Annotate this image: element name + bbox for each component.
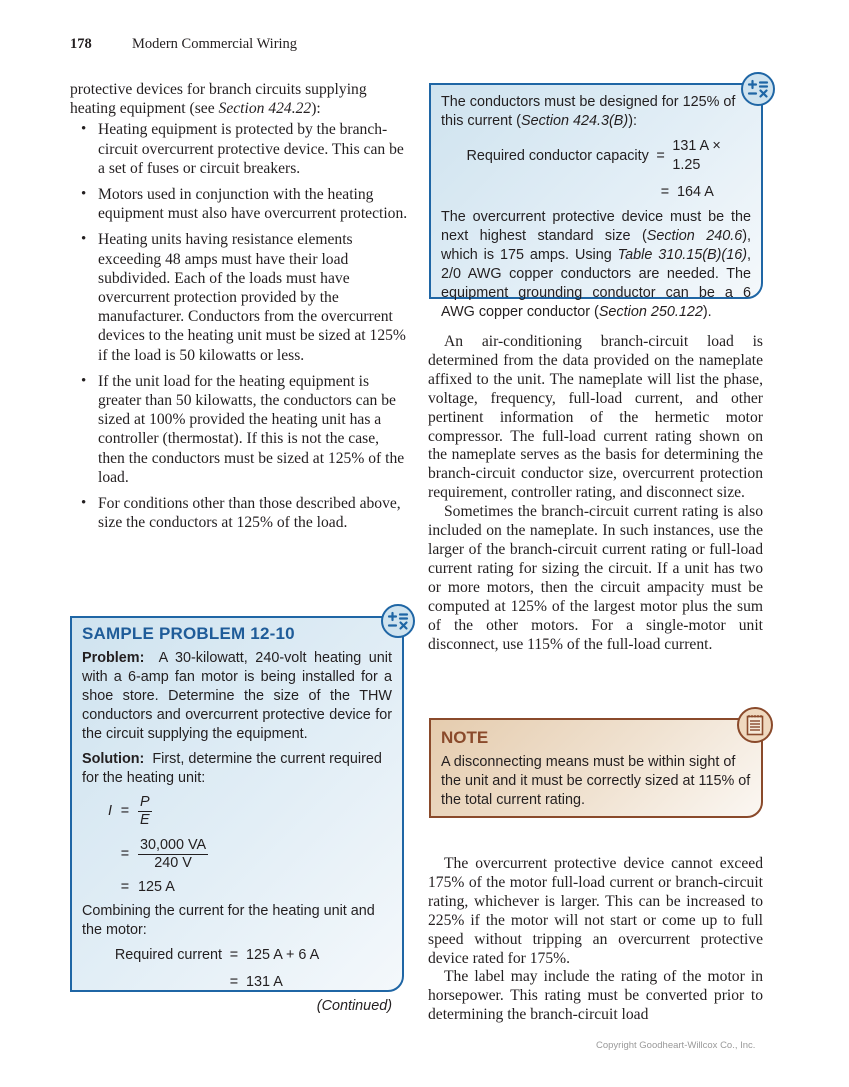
continued-label: (Continued) (316, 998, 392, 1014)
combine-text: Combining the current for the heating unit and the motor: (82, 903, 375, 938)
numerator: P (140, 794, 150, 810)
eq-operator: = (656, 147, 665, 164)
eq-value: 125 A + 6 A (246, 947, 320, 963)
text: ): (628, 113, 637, 129)
eq-operator: = (660, 184, 670, 200)
requirements-list (70, 120, 408, 532)
text: The overcurrent protective device must be the next highest standard size ( (441, 209, 751, 244)
conductor-requirement-text (441, 93, 751, 131)
equation-substitution (102, 837, 392, 872)
eq-label: Required conductor capacity (466, 147, 649, 164)
eq-operator: = (120, 803, 130, 819)
intro-text: protective devices for branch circuits supplying heating equipment (see (70, 81, 367, 118)
overcurrent-device-text (441, 208, 751, 322)
section-reference: Section 240.6 (646, 228, 743, 244)
problem-label: Problem: (82, 650, 145, 666)
eq-value: 131 A (246, 974, 283, 990)
page-header (70, 36, 297, 53)
book-title: Modern Commercial Wiring (132, 36, 298, 52)
equation-conductor-result (461, 183, 751, 202)
continued-calculation-box (429, 83, 763, 320)
notepad-icon (737, 707, 773, 743)
list-item: • If the unit load for the heating equipment is greater than 50 kilowatts, the conductors can be sized at 100% provided the heating unit has a controller (thermostat). If this is not the case, then the conductors must be sized at 125% of the load. (98, 372, 408, 487)
solution-text: First, determine the current required for the heating unit: (82, 751, 382, 786)
right-column-bottom (428, 855, 763, 1025)
note-text: A disconnecting means must be within sight of the unit and it must be correctly sized at 115% of the total current rating. (441, 754, 751, 808)
paragraph: The label may include the rating of the motor in horsepower. This rating must be converted prior to determining the branch-circuit load (428, 968, 763, 1024)
paragraph: Sometimes the branch-circuit current rating is also included on the nameplate. In such instances, use the larger of the branch-circuit current rating or full-load current rating for sizing the circuit. If a unit has two or more motors, then the circuit ampacity must be computed at 125% of the largest motor plus the sum of the other motors. For a single-motor unit disconnect, use 115% of the full-load current. (428, 503, 763, 653)
note-box (429, 718, 763, 818)
text: ). (702, 304, 712, 320)
right-column-top (428, 333, 763, 654)
equation-conductor-capacity (461, 137, 751, 175)
eq-value: 164 A (677, 184, 714, 200)
equation-combined (102, 946, 392, 965)
eq-operator: = (120, 879, 130, 895)
equation-ohms-law (102, 794, 392, 829)
denominator: 240 V (154, 855, 192, 871)
eq-label: Required current (114, 947, 222, 963)
paragraph: The overcurrent protective device cannot exceed 175% of the motor full-load current or branch-circuit rating, whichever is larger. This can be increased to 225% if the motor will not start or come up to full speed without tripping an overcurrent protective device rated for 175%. (428, 855, 763, 967)
list-item: • Heating equipment is protected by the branch-circuit overcurrent protective device. This can be a set of fuses or circuit breakers. (98, 120, 408, 178)
equation-result (102, 878, 392, 897)
eq-operator: = (229, 947, 239, 963)
text: The conductors must be designed for 125% of this current ( (441, 94, 736, 129)
fraction (138, 837, 208, 872)
intro-suffix: ): (311, 100, 321, 118)
eq-value: 125 A (138, 879, 175, 895)
equation-combined-result (102, 973, 392, 992)
eq-value: 131 A × 1.25 (672, 138, 721, 173)
intro-paragraph (70, 80, 408, 118)
eq-operator: = (120, 846, 130, 862)
math-operators-icon (741, 72, 775, 106)
math-operators-icon (381, 604, 415, 638)
note-title: NOTE (441, 728, 489, 747)
text: , 2/0 AWG copper conductors are needed. The equipment grounding conductor can be a 6 AWG copper conductor ( (441, 247, 751, 320)
section-reference: Section 424.3(B) (520, 113, 629, 129)
eq-variable: I (108, 803, 112, 819)
problem-text: A 30-kilowatt, 240-volt heating unit with a 6-amp fan motor is being installed for a shoe store. Determine the size of the THW conductors and overcurrent protective device for the circuit supplying the equipment. (82, 650, 392, 742)
left-column (70, 80, 408, 539)
section-reference: Section 424.22 (218, 100, 312, 118)
sample-problem-box (70, 616, 404, 1014)
list-item: • Heating units having resistance elements exceeding 48 amps must have their load subdivided. Each of the loads must have overcurrent protection provided by the manufacturer. Conductors from the overcurrent devices to the heating unit must be sized at 125% if the load is 50 kilowatts or less. (98, 230, 408, 364)
solution-label: Solution: (82, 751, 145, 767)
list-item: • For conditions other than those described above, size the conductors at 125% of the load. (98, 494, 408, 532)
text: ), which is 175 amps. Using (441, 228, 751, 263)
denominator: E (140, 812, 150, 828)
eq-operator: = (229, 974, 239, 990)
table-reference: Table 310.15(B)(16) (617, 247, 747, 263)
numerator: 30,000 VA (140, 837, 207, 853)
paragraph: An air-conditioning branch-circuit load is determined from the data provided on the nameplate affixed to the unit. The nameplate will list the phase, voltage, frequency, full-load current, and other pertinent information of the hermetic motor compressor. The full-load current rating shown on the nameplate serves as the basis for determining the branch-circuit conductor size, overcurrent protection requirement, controller rating, and disconnect size. (428, 333, 763, 502)
page-number: 178 (70, 36, 92, 52)
sample-problem-title: SAMPLE PROBLEM 12-10 (82, 624, 295, 643)
list-item: • Motors used in conjunction with the heating equipment must also have overcurrent protection. (98, 185, 408, 223)
copyright-notice: Copyright Goodheart-Willcox Co., Inc. (596, 1040, 756, 1051)
fraction (138, 794, 152, 829)
solution-statement (82, 750, 392, 788)
problem-statement (82, 649, 392, 744)
section-reference: Section 250.122 (598, 304, 703, 320)
